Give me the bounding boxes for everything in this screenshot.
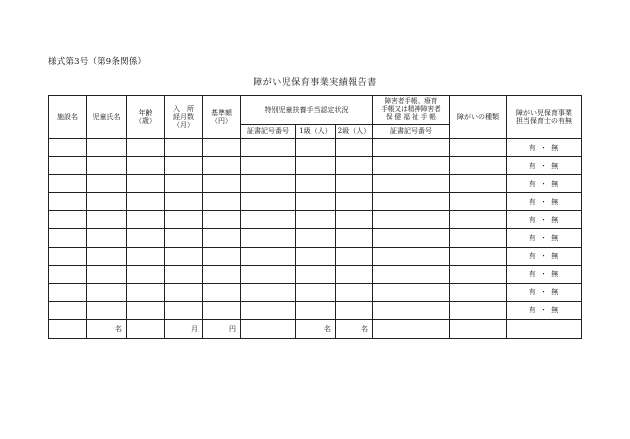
facility-cell[interactable] xyxy=(49,211,87,229)
header-handbook-line3: 保 健 福 祉 手 帳 xyxy=(385,112,437,121)
months-cell[interactable] xyxy=(165,175,203,193)
total-disability-cell xyxy=(450,319,507,338)
header-grade1: 1級（人） xyxy=(296,125,336,139)
base-amount-cell[interactable] xyxy=(203,301,241,319)
base-amount-cell[interactable] xyxy=(203,193,241,211)
header-age xyxy=(127,96,165,139)
allowance-cert-cell[interactable] xyxy=(241,157,296,175)
handbook-cert-cell[interactable] xyxy=(373,175,450,193)
total-age-cell xyxy=(127,319,165,338)
allowance-cert-cell[interactable] xyxy=(241,175,296,193)
header-months-line3: （月） xyxy=(173,121,194,130)
base-amount-cell[interactable] xyxy=(203,229,241,247)
child-name-cell[interactable] xyxy=(87,139,127,157)
allowance-cert-cell[interactable] xyxy=(241,301,296,319)
header-age-line2: （歳） xyxy=(135,117,156,125)
disability-type-cell[interactable] xyxy=(450,157,507,175)
child-name-cell[interactable] xyxy=(87,211,127,229)
grade2-cell[interactable] xyxy=(336,265,373,283)
grade2-cell[interactable] xyxy=(336,139,373,157)
grade1-cell[interactable] xyxy=(296,301,336,319)
total-handbook-cell xyxy=(373,319,450,338)
months-cell[interactable] xyxy=(165,157,203,175)
caregiver-availability[interactable]: 有 ・ 無 xyxy=(507,283,582,301)
months-cell[interactable] xyxy=(165,229,203,247)
header-grade2: 2級（人） xyxy=(336,125,373,139)
facility-cell[interactable] xyxy=(49,247,87,265)
facility-cell[interactable] xyxy=(49,229,87,247)
header-months xyxy=(165,96,203,139)
caregiver-availability[interactable]: 有 ・ 無 xyxy=(507,157,582,175)
header-handbook-cert-no: 証書記号番号 xyxy=(373,125,450,139)
caregiver-availability[interactable]: 有 ・ 無 xyxy=(507,229,582,247)
form-number: 様式第3号（第9条関係） xyxy=(48,57,147,67)
allowance-cert-cell[interactable] xyxy=(241,247,296,265)
header-handbook-line2: 手帳又は精神障害者 xyxy=(381,105,441,114)
handbook-cert-cell[interactable] xyxy=(373,193,450,211)
header-disability-type: 障がいの種類 xyxy=(450,96,507,139)
header-caregiver-line1: 障がい児保育事業 xyxy=(516,108,573,117)
facility-cell[interactable] xyxy=(49,301,87,319)
total-amount: 円 xyxy=(203,319,241,338)
table-row xyxy=(49,139,582,157)
caregiver-availability[interactable]: 有 ・ 無 xyxy=(507,139,582,157)
handbook-cert-cell[interactable] xyxy=(373,157,450,175)
header-base-amount-line1: 基準額 xyxy=(211,108,232,117)
header-allowance-group: 特別児童扶養手当認定状況 xyxy=(241,96,373,125)
grade2-cell[interactable] xyxy=(336,229,373,247)
header-allowance-cert-no: 証書記号番号 xyxy=(241,125,296,139)
table-row xyxy=(49,175,582,193)
base-amount-cell[interactable] xyxy=(203,175,241,193)
disability-type-cell[interactable] xyxy=(450,229,507,247)
disability-type-cell[interactable] xyxy=(450,265,507,283)
handbook-cert-cell[interactable] xyxy=(373,229,450,247)
page-title: 障がい児保育事業実績報告書 xyxy=(253,78,377,88)
grade1-cell[interactable] xyxy=(296,157,336,175)
handbook-cert-cell[interactable] xyxy=(373,139,450,157)
facility-cell[interactable] xyxy=(49,175,87,193)
child-name-cell[interactable] xyxy=(87,247,127,265)
table-row xyxy=(49,157,582,175)
child-name-cell[interactable] xyxy=(87,175,127,193)
total-grade1: 名 xyxy=(296,319,336,338)
allowance-cert-cell[interactable] xyxy=(241,283,296,301)
disability-type-cell[interactable] xyxy=(450,301,507,319)
facility-cell[interactable] xyxy=(49,157,87,175)
caregiver-availability[interactable]: 有 ・ 無 xyxy=(507,301,582,319)
age-cell[interactable] xyxy=(127,283,165,301)
total-months: 月 xyxy=(165,319,203,338)
caregiver-availability[interactable]: 有 ・ 無 xyxy=(507,265,582,283)
disability-type-cell[interactable] xyxy=(450,139,507,157)
handbook-cert-cell[interactable] xyxy=(373,301,450,319)
handbook-cert-cell[interactable] xyxy=(373,265,450,283)
base-amount-cell[interactable] xyxy=(203,247,241,265)
grade1-cell[interactable] xyxy=(296,193,336,211)
child-name-cell[interactable] xyxy=(87,157,127,175)
grade2-cell[interactable] xyxy=(336,283,373,301)
table-row xyxy=(49,301,582,319)
age-cell[interactable] xyxy=(127,157,165,175)
facility-cell[interactable] xyxy=(49,139,87,157)
grade2-cell[interactable] xyxy=(336,175,373,193)
header-handbook-line1: 障害者手帳、療育 xyxy=(384,97,438,106)
grade1-cell[interactable] xyxy=(296,247,336,265)
table-row xyxy=(49,283,582,301)
disability-type-cell[interactable] xyxy=(450,175,507,193)
grade1-cell[interactable] xyxy=(296,283,336,301)
facility-cell[interactable] xyxy=(49,193,87,211)
header-months-line1: 入 所 xyxy=(173,104,194,113)
caregiver-availability[interactable]: 有 ・ 無 xyxy=(507,193,582,211)
table-row xyxy=(49,247,582,265)
header-base-amount xyxy=(203,96,241,139)
grade2-cell[interactable] xyxy=(336,193,373,211)
grade1-cell[interactable] xyxy=(296,139,336,157)
grade2-cell[interactable] xyxy=(336,301,373,319)
age-cell[interactable] xyxy=(127,265,165,283)
caregiver-availability[interactable]: 有 ・ 無 xyxy=(507,175,582,193)
header-caregiver xyxy=(507,96,582,139)
table-row xyxy=(49,211,582,229)
table-row xyxy=(49,229,582,247)
grade2-cell[interactable] xyxy=(336,157,373,175)
grade2-cell[interactable] xyxy=(336,247,373,265)
total-child-count: 名 xyxy=(87,319,127,338)
age-cell[interactable] xyxy=(127,175,165,193)
allowance-cert-cell[interactable] xyxy=(241,193,296,211)
child-name-cell[interactable] xyxy=(87,301,127,319)
disability-type-cell[interactable] xyxy=(450,193,507,211)
base-amount-cell[interactable] xyxy=(203,283,241,301)
age-cell[interactable] xyxy=(127,211,165,229)
header-age-line1: 年齢 xyxy=(138,108,153,117)
header-child-name: 児童氏名 xyxy=(87,96,127,139)
age-cell[interactable] xyxy=(127,229,165,247)
base-amount-cell[interactable] xyxy=(203,265,241,283)
caregiver-availability[interactable]: 有 ・ 無 xyxy=(507,211,582,229)
disability-type-cell[interactable] xyxy=(450,283,507,301)
header-caregiver-line2: 担当保育士の有無 xyxy=(516,117,573,125)
header-handbook xyxy=(373,96,450,125)
disability-type-cell[interactable] xyxy=(450,211,507,229)
months-cell[interactable] xyxy=(165,247,203,265)
months-cell[interactable] xyxy=(165,265,203,283)
base-amount-cell[interactable] xyxy=(203,211,241,229)
handbook-cert-cell[interactable] xyxy=(373,283,450,301)
grade1-cell[interactable] xyxy=(296,265,336,283)
grade1-cell[interactable] xyxy=(296,211,336,229)
base-amount-cell[interactable] xyxy=(203,157,241,175)
months-cell[interactable] xyxy=(165,301,203,319)
months-cell[interactable] xyxy=(165,193,203,211)
age-cell[interactable] xyxy=(127,301,165,319)
total-facility-cell xyxy=(49,319,87,338)
grade2-cell[interactable] xyxy=(336,211,373,229)
base-amount-cell[interactable] xyxy=(203,139,241,157)
header-facility: 施設名 xyxy=(49,96,87,139)
age-cell[interactable] xyxy=(127,247,165,265)
months-cell[interactable] xyxy=(165,283,203,301)
child-name-cell[interactable] xyxy=(87,229,127,247)
months-cell[interactable] xyxy=(165,211,203,229)
report-table xyxy=(48,95,582,339)
handbook-cert-cell[interactable] xyxy=(373,211,450,229)
allowance-cert-cell[interactable] xyxy=(241,211,296,229)
grade1-cell[interactable] xyxy=(296,175,336,193)
handbook-cert-cell[interactable] xyxy=(373,247,450,265)
grade1-cell[interactable] xyxy=(296,229,336,247)
disability-type-cell[interactable] xyxy=(450,247,507,265)
months-cell[interactable] xyxy=(165,139,203,157)
header-months-line2: 経月数 xyxy=(173,112,194,121)
child-name-cell[interactable] xyxy=(87,193,127,211)
total-row xyxy=(49,319,582,338)
allowance-cert-cell[interactable] xyxy=(241,139,296,157)
allowance-cert-cell[interactable] xyxy=(241,229,296,247)
table-row xyxy=(49,265,582,283)
caregiver-availability[interactable]: 有 ・ 無 xyxy=(507,247,582,265)
header-base-amount-line2: （円） xyxy=(211,117,232,125)
allowance-cert-cell[interactable] xyxy=(241,265,296,283)
child-name-cell[interactable] xyxy=(87,283,127,301)
age-cell[interactable] xyxy=(127,193,165,211)
total-grade2: 名 xyxy=(336,319,373,338)
child-name-cell[interactable] xyxy=(87,265,127,283)
total-caregiver-cell xyxy=(507,319,582,338)
facility-cell[interactable] xyxy=(49,265,87,283)
table-row xyxy=(49,193,582,211)
facility-cell[interactable] xyxy=(49,283,87,301)
age-cell[interactable] xyxy=(127,139,165,157)
total-cert-cell xyxy=(241,319,296,338)
